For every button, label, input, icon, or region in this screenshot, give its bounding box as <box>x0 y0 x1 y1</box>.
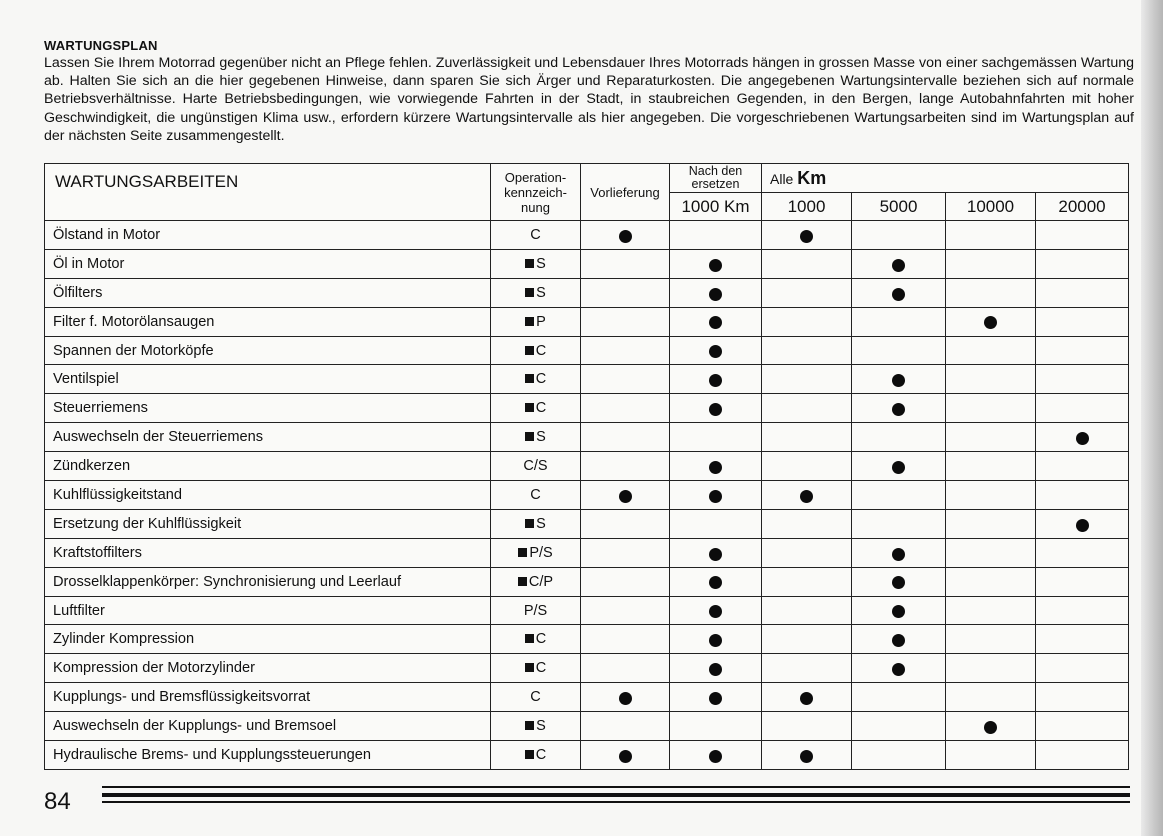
interval-cell <box>946 481 1036 510</box>
interval-cell <box>581 278 670 307</box>
interval-cell <box>762 683 852 712</box>
header-interval: 20000 <box>1036 193 1129 221</box>
required-dot-icon <box>709 605 722 618</box>
interval-cell <box>762 221 852 250</box>
required-dot-icon <box>892 663 905 676</box>
operation-code-cell <box>491 509 581 538</box>
header-every-prefix: Alle <box>770 170 794 187</box>
interval-cell <box>581 567 670 596</box>
section-title: WARTUNGSPLAN <box>44 38 158 53</box>
table-row <box>45 336 1129 365</box>
task-name: Hydraulische Brems- und Kupplungssteuerungen <box>45 741 491 770</box>
operation-code: C <box>535 371 547 388</box>
interval-cell <box>670 278 762 307</box>
operation-code: S <box>536 284 546 301</box>
interval-cell <box>670 336 762 365</box>
required-dot-icon <box>709 490 722 503</box>
interval-cell <box>762 423 852 452</box>
operation-code: C <box>535 342 547 359</box>
interval-cell <box>852 307 946 336</box>
interval-cell <box>852 625 946 654</box>
required-dot-icon <box>892 461 905 474</box>
interval-cell <box>946 712 1036 741</box>
task-name: Drosselklappenkörper: Synchronisierung und Leerlauf <box>45 567 491 596</box>
operation-code-cell <box>491 481 581 510</box>
interval-cell <box>670 452 762 481</box>
required-dot-icon <box>800 230 813 243</box>
interval-cell <box>946 452 1036 481</box>
operation-code: C/P <box>528 573 554 590</box>
header-interval: 1000 <box>762 193 852 221</box>
operation-code-cell <box>491 567 581 596</box>
required-dot-icon <box>709 288 722 301</box>
operation-code-cell <box>491 538 581 567</box>
required-dot-icon <box>619 490 632 503</box>
operation-code: S <box>536 429 546 446</box>
header-interval: 10000 <box>946 193 1036 221</box>
interval-cell <box>581 423 670 452</box>
table-row <box>45 683 1129 712</box>
header-operation: Operation- kennzeich- nung <box>491 164 581 221</box>
operation-code: C/S <box>523 458 548 475</box>
required-dot-icon <box>709 634 722 647</box>
interval-cell <box>581 249 670 278</box>
operation-code-cell <box>491 394 581 423</box>
interval-cell <box>1036 625 1129 654</box>
interval-cell <box>670 221 762 250</box>
required-dot-icon <box>1076 432 1089 445</box>
operation-code: P/S <box>529 544 553 561</box>
interval-cell <box>1036 567 1129 596</box>
header-every <box>762 164 852 193</box>
required-dot-icon <box>709 374 722 387</box>
interval-cell <box>852 249 946 278</box>
task-name: Luftfilter <box>45 596 491 625</box>
required-dot-icon <box>709 259 722 272</box>
interval-cell <box>581 712 670 741</box>
interval-cell <box>762 596 852 625</box>
operation-code-cell <box>491 741 581 770</box>
maintenance-table <box>44 163 1129 770</box>
square-marker-icon <box>525 403 534 412</box>
required-dot-icon <box>800 692 813 705</box>
required-dot-icon <box>984 316 997 329</box>
interval-cell <box>852 336 946 365</box>
interval-cell <box>852 481 946 510</box>
interval-cell <box>762 654 852 683</box>
interval-cell <box>946 221 1036 250</box>
task-name: Filter f. Motorölansaugen <box>45 307 491 336</box>
header-every-unit: Km <box>797 167 827 188</box>
page-number: 84 <box>44 788 71 815</box>
task-name: Kraftstoffilters <box>45 538 491 567</box>
interval-cell <box>670 683 762 712</box>
required-dot-icon <box>709 403 722 416</box>
table-title: WARTUNGSARBEITEN <box>45 164 491 221</box>
operation-code: S <box>536 515 546 532</box>
interval-cell <box>946 423 1036 452</box>
required-dot-icon <box>709 345 722 358</box>
square-marker-icon <box>525 663 534 672</box>
table-row <box>45 278 1129 307</box>
task-name: Öl in Motor <box>45 249 491 278</box>
operation-code-cell <box>491 249 581 278</box>
task-name: Ventilspiel <box>45 365 491 394</box>
interval-cell <box>670 307 762 336</box>
interval-cell <box>762 249 852 278</box>
interval-cell <box>946 625 1036 654</box>
interval-cell <box>946 567 1036 596</box>
operation-code-cell <box>491 596 581 625</box>
task-name: Ölstand in Motor <box>45 221 491 250</box>
required-dot-icon <box>892 288 905 301</box>
interval-cell <box>1036 509 1129 538</box>
interval-cell <box>581 509 670 538</box>
required-dot-icon <box>800 490 813 503</box>
footer-rule <box>102 801 1130 803</box>
table-body <box>45 221 1129 770</box>
interval-cell <box>581 365 670 394</box>
square-marker-icon <box>518 577 527 586</box>
required-dot-icon <box>709 316 722 329</box>
task-name: Auswechseln der Steuerriemens <box>45 423 491 452</box>
interval-cell <box>670 509 762 538</box>
interval-cell <box>1036 481 1129 510</box>
interval-cell <box>762 712 852 741</box>
operation-code: C <box>530 226 541 243</box>
interval-cell <box>581 538 670 567</box>
interval-cell <box>946 307 1036 336</box>
table-row <box>45 741 1129 770</box>
table-row <box>45 567 1129 596</box>
interval-cell <box>762 336 852 365</box>
interval-cell <box>1036 278 1129 307</box>
square-marker-icon <box>525 721 534 730</box>
required-dot-icon <box>892 576 905 589</box>
square-marker-icon <box>525 317 534 326</box>
header-interval: 5000 <box>852 193 946 221</box>
required-dot-icon <box>709 663 722 676</box>
interval-cell <box>1036 452 1129 481</box>
operation-code-cell <box>491 452 581 481</box>
task-name: Auswechseln der Kupplungs- und Bremsoel <box>45 712 491 741</box>
required-dot-icon <box>619 230 632 243</box>
required-dot-icon <box>800 750 813 763</box>
interval-cell <box>1036 712 1129 741</box>
required-dot-icon <box>892 605 905 618</box>
operation-code: S <box>536 255 546 272</box>
interval-cell <box>670 567 762 596</box>
interval-cell <box>852 278 946 307</box>
interval-cell <box>670 249 762 278</box>
interval-cell <box>1036 249 1129 278</box>
interval-cell <box>946 683 1036 712</box>
table-row <box>45 365 1129 394</box>
required-dot-icon <box>892 634 905 647</box>
page-edge-shadow <box>1141 0 1163 836</box>
interval-cell <box>581 394 670 423</box>
square-marker-icon <box>525 288 534 297</box>
interval-cell <box>946 538 1036 567</box>
operation-code: C <box>535 400 547 417</box>
required-dot-icon <box>619 692 632 705</box>
table-row <box>45 596 1129 625</box>
interval-cell <box>670 654 762 683</box>
interval-cell <box>581 307 670 336</box>
square-marker-icon <box>525 374 534 383</box>
interval-cell <box>670 596 762 625</box>
interval-cell <box>946 654 1036 683</box>
interval-cell <box>762 481 852 510</box>
interval-cell <box>852 365 946 394</box>
table-row <box>45 538 1129 567</box>
interval-cell <box>1036 221 1129 250</box>
interval-cell <box>1036 683 1129 712</box>
interval-cell <box>946 394 1036 423</box>
interval-cell <box>946 596 1036 625</box>
interval-cell <box>762 365 852 394</box>
operation-code-cell <box>491 683 581 712</box>
interval-cell <box>581 625 670 654</box>
table-row <box>45 221 1129 250</box>
task-name: Zündkerzen <box>45 452 491 481</box>
required-dot-icon <box>892 259 905 272</box>
interval-cell <box>946 278 1036 307</box>
interval-cell <box>1036 336 1129 365</box>
interval-cell <box>1036 365 1129 394</box>
table-row <box>45 654 1129 683</box>
operation-code: P/S <box>523 602 548 619</box>
interval-cell <box>852 654 946 683</box>
interval-cell <box>946 741 1036 770</box>
interval-cell <box>1036 538 1129 567</box>
task-name: Spannen der Motorköpfe <box>45 336 491 365</box>
square-marker-icon <box>525 519 534 528</box>
operation-code: C <box>535 660 547 677</box>
task-name: Ersetzung der Kuhlflüssigkeit <box>45 509 491 538</box>
interval-cell <box>1036 394 1129 423</box>
operation-code-cell <box>491 654 581 683</box>
interval-cell <box>581 221 670 250</box>
square-marker-icon <box>525 346 534 355</box>
operation-code-cell <box>491 365 581 394</box>
header-predelivery: Vorlieferung <box>581 164 670 221</box>
task-name: Kuhlflüssigkeitstand <box>45 481 491 510</box>
interval-cell <box>581 452 670 481</box>
table-row <box>45 249 1129 278</box>
footer-rule <box>102 786 1130 788</box>
interval-cell <box>852 221 946 250</box>
operation-code-cell <box>491 221 581 250</box>
interval-cell <box>852 509 946 538</box>
required-dot-icon <box>892 403 905 416</box>
interval-cell <box>670 538 762 567</box>
required-dot-icon <box>892 548 905 561</box>
square-marker-icon <box>518 548 527 557</box>
interval-cell <box>762 278 852 307</box>
operation-code-cell <box>491 423 581 452</box>
interval-cell <box>1036 596 1129 625</box>
required-dot-icon <box>709 548 722 561</box>
required-dot-icon <box>984 721 997 734</box>
interval-cell <box>852 423 946 452</box>
interval-cell <box>581 596 670 625</box>
table-row <box>45 625 1129 654</box>
header-after-label: Nach den ersetzen <box>670 164 762 193</box>
interval-cell <box>670 423 762 452</box>
interval-cell <box>581 683 670 712</box>
table-row <box>45 307 1129 336</box>
interval-cell <box>762 509 852 538</box>
interval-cell <box>762 538 852 567</box>
interval-cell <box>670 481 762 510</box>
required-dot-icon <box>709 750 722 763</box>
interval-cell <box>852 683 946 712</box>
operation-code: S <box>536 718 546 735</box>
interval-cell <box>852 567 946 596</box>
operation-code-cell <box>491 307 581 336</box>
operation-code-cell <box>491 278 581 307</box>
interval-cell <box>670 365 762 394</box>
interval-cell <box>762 625 852 654</box>
interval-cell <box>581 654 670 683</box>
interval-cell <box>1036 741 1129 770</box>
square-marker-icon <box>525 259 534 268</box>
header-blank <box>852 164 1129 193</box>
required-dot-icon <box>709 692 722 705</box>
table-row <box>45 481 1129 510</box>
operation-code: C <box>535 631 547 648</box>
table-row <box>45 423 1129 452</box>
table-row <box>45 509 1129 538</box>
intro-paragraph: Lassen Sie Ihrem Motorrad gegenüber nicht an Pflege fehlen. Zuverlässigkeit und Lebensdauer Ihres Motorrads hängen in grossen Masse von einer sachgemässen Wartung ab. Halten Sie sich an die hier gegebenen Hinweise, dann sparen Sie sich Ärger und Reparaturkosten. Die angegebenen Wartungsintervalle beziehen sich auf normale Betriebsverhältnisse. Harte Betriebsbedingungen, wie vorwiegende Fahrten in der Stadt, in staubreichen Gegenden, in den Bergen, lange Autobahnfahrten mit hoher Geschwindigkeit, die ungünstigen Klima usw., erfordern kürzere Wartungsintervalle als hier angegeben. Die vorgeschriebenen Wartungsarbeiten sind im Wartungsplan auf der nächsten Seite zusammengestellt. <box>44 55 1134 144</box>
interval-cell <box>762 394 852 423</box>
interval-cell <box>670 712 762 741</box>
interval-cell <box>762 307 852 336</box>
required-dot-icon <box>709 576 722 589</box>
task-name: Kompression der Motorzylinder <box>45 654 491 683</box>
interval-cell <box>670 741 762 770</box>
interval-cell <box>852 741 946 770</box>
operation-code: C <box>530 486 541 503</box>
header-after-km: 1000 Km <box>670 193 762 221</box>
interval-cell <box>1036 307 1129 336</box>
interval-cell <box>852 452 946 481</box>
square-marker-icon <box>525 432 534 441</box>
interval-cell <box>1036 423 1129 452</box>
interval-cell <box>946 336 1036 365</box>
interval-cell <box>946 509 1036 538</box>
operation-code: P <box>536 313 546 330</box>
table-row <box>45 712 1129 741</box>
operation-code: C <box>530 689 541 706</box>
task-name: Kupplungs- und Bremsflüssigkeitsvorrat <box>45 683 491 712</box>
task-name: Zylinder Kompression <box>45 625 491 654</box>
interval-cell <box>581 481 670 510</box>
interval-cell <box>852 596 946 625</box>
interval-cell <box>946 249 1036 278</box>
table-row <box>45 394 1129 423</box>
interval-cell <box>581 741 670 770</box>
interval-cell <box>762 452 852 481</box>
operation-code-cell <box>491 712 581 741</box>
required-dot-icon <box>709 461 722 474</box>
interval-cell <box>670 625 762 654</box>
interval-cell <box>852 712 946 741</box>
operation-code-cell <box>491 336 581 365</box>
interval-cell <box>581 336 670 365</box>
interval-cell <box>852 538 946 567</box>
table-row <box>45 452 1129 481</box>
interval-cell <box>1036 654 1129 683</box>
square-marker-icon <box>525 634 534 643</box>
footer-rule <box>102 793 1130 797</box>
interval-cell <box>946 365 1036 394</box>
operation-code: C <box>535 746 547 763</box>
task-name: Steuerriemens <box>45 394 491 423</box>
required-dot-icon <box>1076 519 1089 532</box>
interval-cell <box>670 394 762 423</box>
operation-code-cell <box>491 625 581 654</box>
required-dot-icon <box>892 374 905 387</box>
interval-cell <box>762 567 852 596</box>
task-name: Ölfilters <box>45 278 491 307</box>
interval-cell <box>852 394 946 423</box>
square-marker-icon <box>525 750 534 759</box>
required-dot-icon <box>619 750 632 763</box>
interval-cell <box>762 741 852 770</box>
